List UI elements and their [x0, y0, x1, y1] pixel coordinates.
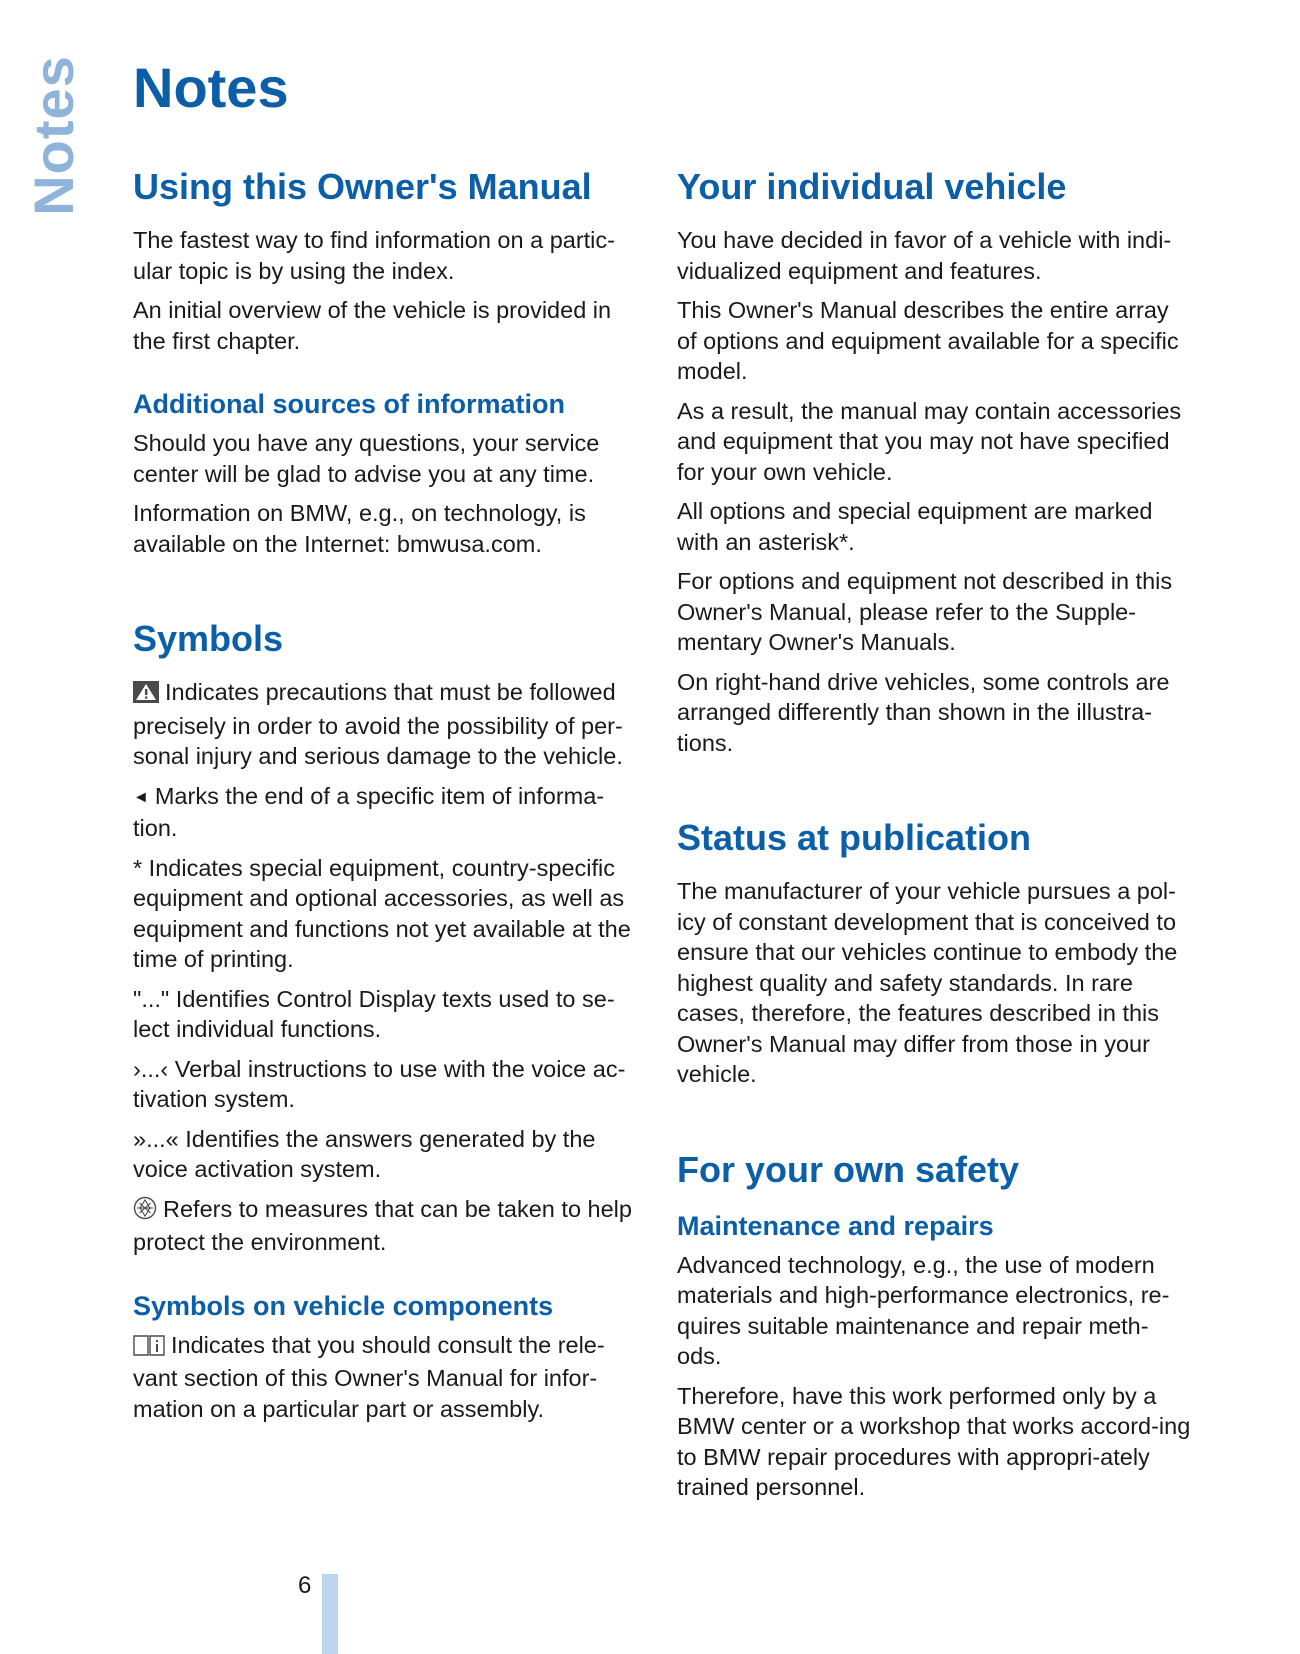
- paragraph: Advanced technology, e.g., the use of modern materials and high-performance electronics, re-quires suitable maintenance and repair meth-ods.: [677, 1251, 1170, 1369]
- paragraph: Therefore, have this work performed only by a BMW center or a workshop that works accord-ing to BMW repair procedures with appropri-ately trained personnel.: [677, 1382, 1191, 1500]
- symbol-environment-text: Refers to measures that can be taken to help protect the environment.: [133, 1195, 632, 1255]
- paragraph: This Owner's Manual describes the entire array of options and equipment available for a specific model.: [677, 297, 1179, 384]
- paragraph: Should you have any questions, your service center will be glad to advise you at any time.: [133, 430, 600, 487]
- heading-additional-sources: Additional sources of information: [133, 389, 566, 419]
- symbol-end-marker: [133, 781, 645, 844]
- paragraph: An initial overview of the vehicle is provided in the first chapter.: [133, 297, 612, 354]
- symbol-book-info-text: Indicates that you should consult the rele-vant section of this Owner's Manual for infor-mation on a particular part or assembly.: [133, 1331, 605, 1422]
- side-tab: [18, 40, 88, 230]
- warning-triangle-icon: [133, 680, 159, 711]
- paragraph: The manufacturer of your vehicle pursues a pol-icy of constant development that is conceived to ensure that our vehicles continue to embody the highest quality and safety standards. In rare cases, therefore, the features described in this Owner's Manual may differ from those in your vehicle.: [677, 878, 1178, 1087]
- symbol-asterisk: * Indicates special equipment, country-specific equipment and optional accessories, as well as equipment and functions not yet available at the time of printing.: [133, 854, 631, 972]
- symbol-end-marker-text: Marks the end of a specific item of informa-tion.: [133, 782, 605, 841]
- heading-symbols: Symbols: [133, 618, 284, 659]
- book-info-icon: [133, 1333, 165, 1364]
- paragraph: The fastest way to find information on a partic-ular topic is by using the index.: [133, 227, 615, 284]
- symbol-quotes: "..." Identifies Control Display texts used to se-lect individual functions.: [133, 985, 615, 1042]
- heading-symbols-components: Symbols on vehicle components: [133, 1290, 554, 1321]
- end-marker-icon: ◄: [133, 788, 149, 806]
- symbol-environment: [133, 1194, 645, 1258]
- heading-maintenance-repairs: Maintenance and repairs: [677, 1210, 994, 1241]
- page-title: Notes: [133, 56, 289, 119]
- heading-status-publication: Status at publication: [677, 817, 1032, 858]
- symbol-verbal: ›...‹ Verbal instructions to use with the voice ac-tivation system.: [133, 1055, 626, 1112]
- heading-own-safety: For your own safety: [677, 1148, 1020, 1190]
- paragraph: All options and special equipment are marked with an asterisk*.: [677, 498, 1153, 555]
- symbol-warning-text: Indicates precautions that must be followed precisely in order to avoid the possibility of per-sonal injury and serious damage to the vehicle.: [133, 679, 623, 769]
- symbol-warning: [133, 677, 645, 772]
- page-marker-bar: [322, 1574, 338, 1654]
- heading-individual-vehicle: Your individual vehicle: [677, 166, 1067, 207]
- symbol-answers: »...« Identifies the answers generated by the voice activation system.: [133, 1125, 596, 1182]
- paragraph: You have decided in favor of a vehicle with indi-vidualized equipment and features.: [677, 227, 1172, 284]
- paragraph: Information on BMW, e.g., on technology, is available on the Internet: bmwusa.com.: [133, 500, 586, 557]
- heading-using-manual: Using this Owner's Manual: [133, 166, 592, 207]
- paragraph: For options and equipment not described in this Owner's Manual, please refer to the Supple-mentary Owner's Manuals.: [677, 568, 1173, 655]
- side-tab-label: Notes: [21, 54, 85, 216]
- left-column: [133, 165, 645, 1433]
- paragraph: On right-hand drive vehicles, some controls are arranged differently than shown in the illustra-tions.: [677, 668, 1170, 756]
- symbol-book-info: [133, 1330, 645, 1425]
- paragraph: As a result, the manual may contain accessories and equipment that you may not have specified for your own vehicle.: [677, 397, 1182, 485]
- right-column: [677, 165, 1192, 1512]
- environment-icon: [133, 1196, 157, 1228]
- page-number: 6: [298, 1572, 312, 1599]
